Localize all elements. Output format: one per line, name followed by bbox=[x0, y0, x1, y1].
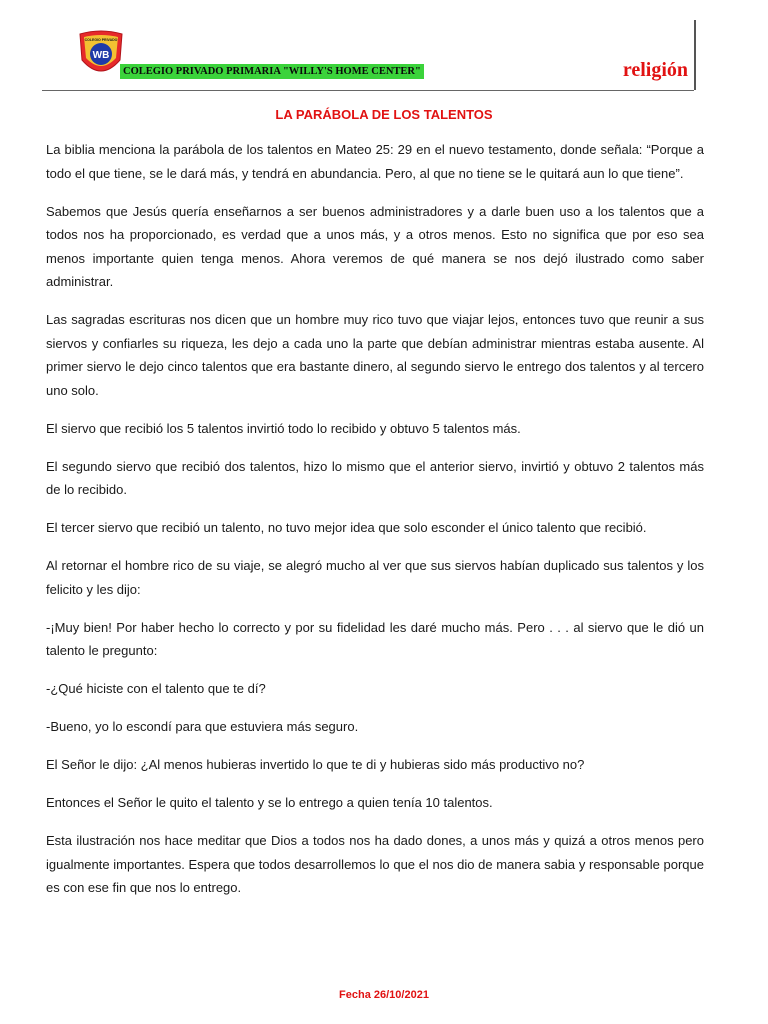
logo-initials: WB bbox=[92, 50, 110, 61]
page-header bbox=[0, 0, 768, 100]
document-title: LA PARÁBOLA DE LOS TALENTOS bbox=[275, 107, 493, 122]
paragraph: Al retornar el hombre rico de su viaje, se alegró mucho al ver que sus siervos habían duplicado sus talentos y los felicito y les dijo: bbox=[46, 558, 704, 597]
paragraph: Esta ilustración nos hace meditar que Dios a todos nos ha dado dones, a unos más y quizá a otros menos pero igualmente importantes. Espera que todos desarrollemos lo que el nos dio de manera sabia y responsable porque es con ese fin que nos lo entrego. bbox=[46, 833, 704, 895]
paragraph: El tercer siervo que recibió un talento, no tuvo mejor idea que solo esconder el único talento que recibió. bbox=[46, 520, 647, 535]
header-vertical-divider bbox=[694, 20, 696, 90]
paragraph: -¡Muy bien! Por haber hecho lo correcto y por su fidelidad les daré mucho más. Pero . . . al siervo que le dió un talento le pregunto: bbox=[46, 619, 704, 658]
paragraph: -Bueno, yo lo escondí para que estuviera más seguro. bbox=[46, 719, 359, 734]
school-crest-icon bbox=[76, 30, 126, 78]
header-divider bbox=[42, 90, 694, 91]
paragraph: -¿Qué hiciste con el talento que te dí? bbox=[46, 681, 266, 696]
school-name-banner: COLEGIO PRIVADO PRIMARIA "WILLY'S HOME CENTER" bbox=[120, 64, 424, 79]
document-body bbox=[46, 138, 704, 914]
logo-text: COLEGIO PRIVADO bbox=[84, 38, 118, 42]
paragraph: Entonces el Señor le quito el talento y se lo entrego a quien tenía 10 talentos. bbox=[46, 795, 493, 810]
subject-label: religión bbox=[622, 59, 688, 81]
paragraph: El segundo siervo que recibió dos talentos, hizo lo mismo que el anterior siervo, invirtió y obtuvo 2 talentos más de lo recibido. bbox=[46, 458, 704, 497]
paragraph: El Señor le dijo: ¿Al menos hubieras invertido lo que te di y hubieras sido más productivo no? bbox=[46, 757, 585, 772]
paragraph: Las sagradas escrituras nos dicen que un hombre muy rico tuvo que viajar lejos, entonces tuvo que reunir a sus siervos y confiarles su riqueza, les dejo a cada uno la parte que debían administrar mientras estaba ausente. Al primer siervo le dejo cinco talentos que era bastante dinero, al segundo siervo le entrego dos talentos y al tercero uno solo. bbox=[46, 312, 704, 398]
paragraph: El siervo que recibió los 5 talentos invirtió todo lo recibido y obtuvo 5 talentos más. bbox=[46, 420, 521, 436]
footer-date: Fecha 26/10/2021 bbox=[339, 989, 429, 1001]
paragraph: La biblia menciona la parábola de los talentos en Mateo 25: 29 en el nuevo testamento, donde señala: “Porque a todo el que tiene, se le dará más, y tendrá en abundancia. Pero, al que no tiene se le quitará aun lo que tiene”. bbox=[46, 142, 704, 181]
paragraph: Sabemos que Jesús quería enseñarnos a ser buenos administradores y a darle buen uso a los talentos que a todos nos ha proporcionado, es verdad que a unos más, y a otros menos. Esto no significa que por eso sea menos importante quien tenga menos. Ahora veremos de qué manera se nos dejó ilustrado como saber administrar. bbox=[46, 203, 704, 289]
